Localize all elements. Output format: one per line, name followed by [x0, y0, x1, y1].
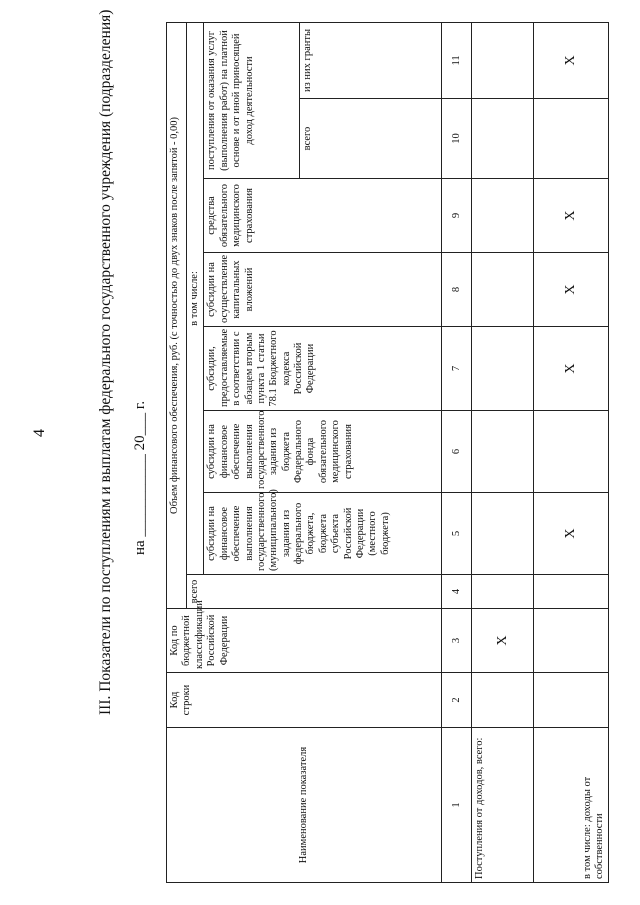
- cell-x-mark: X: [534, 327, 609, 411]
- table-row: [534, 22, 609, 882]
- row-label-property-income: в том числе: доходы от собственности: [534, 728, 609, 883]
- date-year: 20: [132, 435, 148, 451]
- cell[interactable]: [534, 673, 609, 728]
- indicators-table-wrapper: [166, 23, 607, 883]
- header-col9: средства обязательного медицинского страхования: [204, 179, 442, 253]
- cell[interactable]: [472, 253, 534, 327]
- cell-x-mark: X: [534, 253, 609, 327]
- header-col5: субсидии на финансовое обеспечение выполнения государственного (муниципального) задания из федерального бюджета, бюджета субъекта Российской Федерации (местного бюджета): [204, 493, 442, 575]
- cell[interactable]: [534, 411, 609, 493]
- col-num: 2: [442, 673, 472, 728]
- cell-x-mark: X: [534, 493, 609, 575]
- header-code: Код строки: [167, 673, 442, 728]
- header-volume: Объем финансового обеспечения, руб. (с точностью до двух знаков после запятой - 0,00): [167, 22, 187, 608]
- date-line: [132, 401, 149, 555]
- header-budget-code: Код по бюджетной классификации Российской Федерации: [167, 609, 442, 673]
- header-col10: поступления от оказания услуг (выполнения работ) на платной основе и от иной приносящей доход деятельности: [204, 22, 300, 178]
- date-suffix: г.: [132, 400, 148, 410]
- col-num: 8: [442, 253, 472, 327]
- col-num: 10: [442, 99, 472, 179]
- cell[interactable]: [472, 493, 534, 575]
- cell-x-mark: X: [534, 179, 609, 253]
- page-number: 4: [31, 429, 48, 437]
- col-num: 7: [442, 327, 472, 411]
- cell[interactable]: [472, 575, 534, 609]
- header-name: Наименование показателя: [167, 728, 442, 883]
- col-num: 5: [442, 493, 472, 575]
- header-col10-total: всего: [300, 99, 442, 179]
- cell[interactable]: [472, 673, 534, 728]
- cell-x-mark: X: [534, 22, 609, 98]
- header-col6: субсидии на финансовое обеспечение выполнения государственного задания из бюджета Федерального фонда обязательного медицинского страхования: [204, 411, 442, 493]
- col-num: 4: [442, 575, 472, 609]
- column-numbers-row: [442, 22, 472, 882]
- cell[interactable]: [472, 22, 534, 98]
- header-col8: субсидии на осуществление капитальных вложений: [204, 253, 442, 327]
- cell-x-mark: X: [472, 609, 534, 673]
- table-row: [472, 22, 534, 882]
- row-label-income-total: Поступления от доходов, всего:: [472, 728, 534, 883]
- cell[interactable]: [534, 575, 609, 609]
- indicators-table: [166, 22, 609, 883]
- col-num: 3: [442, 609, 472, 673]
- cell[interactable]: [472, 327, 534, 411]
- col-num: 6: [442, 411, 472, 493]
- page-title: III. Показатели по поступлениям и выплатам федерального государственного учреждения (подразделения): [97, 9, 114, 715]
- cell[interactable]: [472, 99, 534, 179]
- cell[interactable]: [534, 609, 609, 673]
- cell[interactable]: [472, 179, 534, 253]
- col-num: 9: [442, 179, 472, 253]
- cell[interactable]: [472, 411, 534, 493]
- date-blank-2: ___: [132, 412, 148, 436]
- header-col11: из них гранты: [300, 22, 442, 98]
- header-including: в том числе:: [187, 22, 204, 574]
- col-num: 1: [442, 728, 472, 883]
- date-prefix: на: [132, 540, 148, 555]
- col-num: 11: [442, 22, 472, 98]
- date-blank: ___________: [132, 454, 148, 537]
- cell[interactable]: [534, 99, 609, 179]
- header-col7: субсидии, предоставляемые в соответствии с абзацем вторым пункта 1 статьи 78.1 Бюджетного кодекса Российской Федерации: [204, 327, 442, 411]
- header-total: всего: [187, 575, 442, 609]
